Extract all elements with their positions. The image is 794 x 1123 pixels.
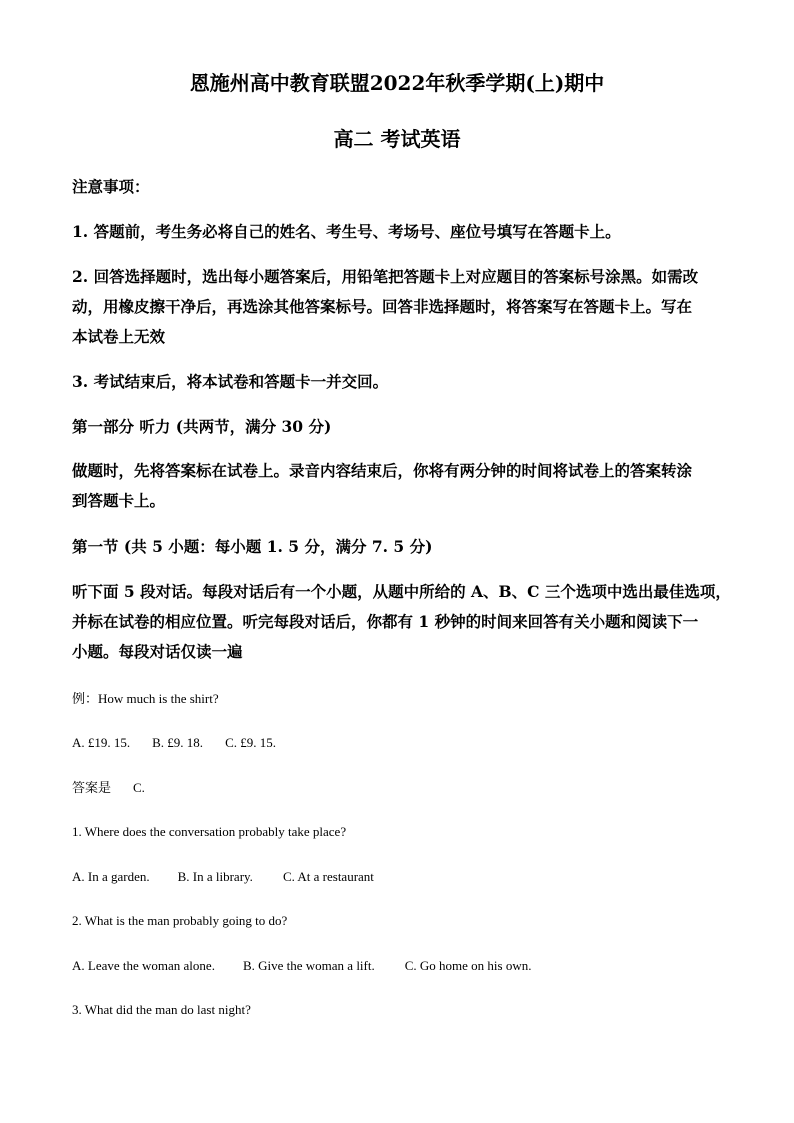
question-1-option-c: C. At a restaurant (282, 869, 374, 884)
part1-instruction-line-2: 到答题卡上。 (72, 491, 166, 510)
section1-instruction-line-1: 听下面 5 段对话。每段对话后有一个小题，从题中所给的 A、B、C 三个选项中选出最佳选项， (72, 582, 731, 601)
notice-item-1: 1. 答题前，考生务必将自己的姓名、考生号、考场号、座位号填写在答题卡上。 (72, 222, 621, 241)
example-answer-label: 答案是 (72, 780, 112, 795)
question-2-option-c: C. Go home on his own. (404, 958, 532, 973)
notice-item-2-line-3: 本试卷上无效 (72, 327, 166, 346)
example-option-a: A. £19. 15. (72, 735, 131, 750)
question-2-options (72, 957, 732, 975)
question-1-option-a: A. In a garden. (72, 869, 150, 884)
example-option-b: B. £9. 18. (152, 735, 204, 750)
question-2: 2. What is the man probably going to do? (72, 913, 288, 928)
section1-instruction-line-3: 小题。每段对话仅读一遍 (72, 642, 243, 661)
exam-title: 恩施州高中教育联盟2022年秋季学期(上)期中 (189, 71, 605, 95)
example-question: 例：How much is the shirt? (72, 691, 219, 706)
question-2-option-a: A. Leave the woman alone. (72, 958, 215, 973)
question-1-options (72, 868, 732, 886)
notice-item-3: 3. 考试结束后，将本试卷和答题卡一并交回。 (72, 372, 389, 391)
exam-subtitle: 高二 考试英语 (333, 127, 461, 151)
notice-heading: 注意事项： (72, 177, 150, 196)
question-2-option-b: B. Give the woman a lift. (242, 958, 375, 973)
example-answer-value: C. (133, 780, 145, 795)
question-3: 3. What did the man do last night? (72, 1002, 251, 1017)
section1-instruction-line-2: 并标在试卷的相应位置。听完每段对话后，你都有 1 秒钟的时间来回答有关小题和阅读下一 (72, 612, 699, 631)
example-option-c: C. £9. 15. (225, 735, 276, 750)
example-options (72, 734, 732, 752)
question-1-option-b: B. In a library. (177, 869, 253, 884)
question-1: 1. Where does the conversation probably take place? (72, 824, 347, 839)
notice-item-2-line-2: 动，用橡皮擦干净后，再选涂其他答案标号。回答非选择题时，将答案写在答题卡上。写在 (72, 297, 693, 316)
section1-heading: 第一节 (共 5 小题：每小题 1. 5 分，满分 7. 5 分) (72, 537, 433, 556)
part1-heading: 第一部分 听力 (共两节，满分 30 分) (72, 417, 332, 436)
part1-instruction-line-1: 做题时，先将答案标在试卷上。录音内容结束后，你将有两分钟的时间将试卷上的答案转涂 (72, 461, 693, 480)
example-answer (72, 779, 732, 797)
notice-item-2-line-1: 2. 回答选择题时，选出每小题答案后，用铅笔把答题卡上对应题目的答案标号涂黑。如需改 (72, 267, 699, 286)
